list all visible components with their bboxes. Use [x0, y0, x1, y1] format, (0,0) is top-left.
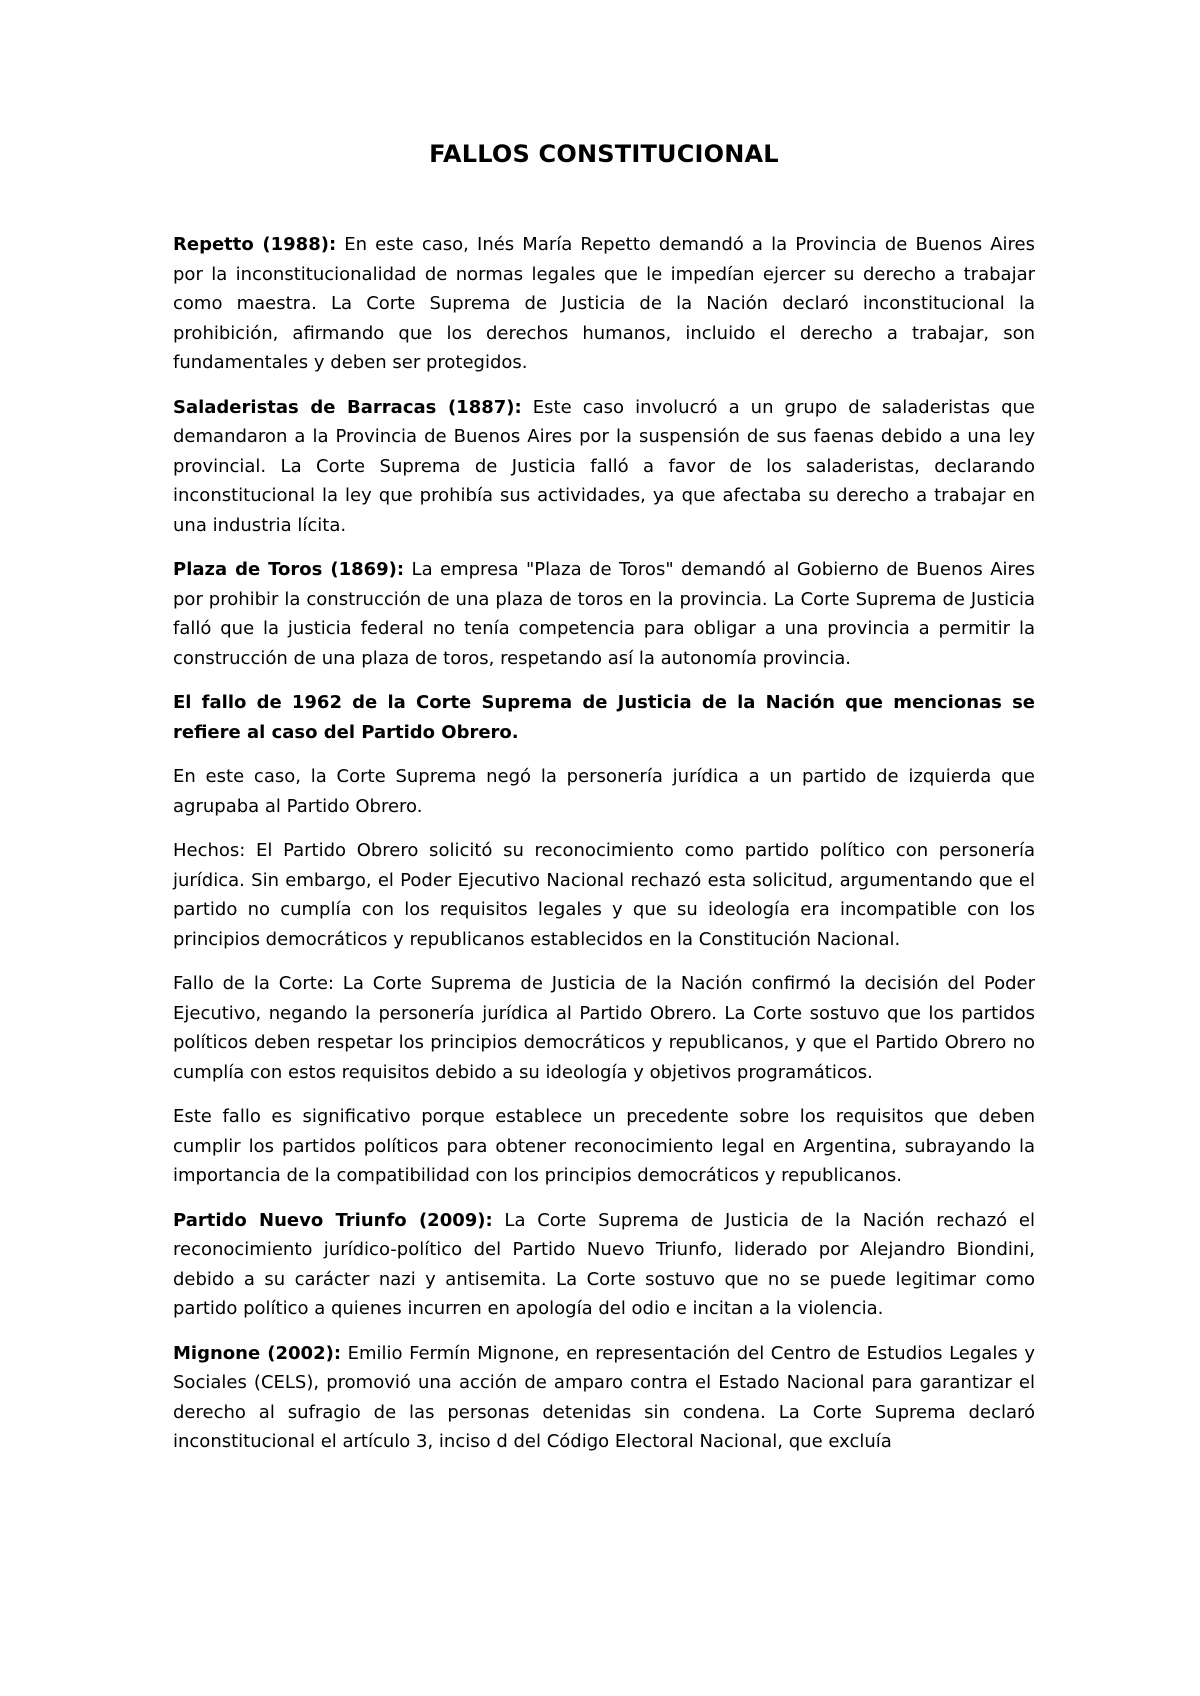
paragraph-text: Emilio Fermín Mignone, en representación del Centro de Estudios Legales y Sociales (CELS), promovió una acción de amparo contra el Estado Nacional para garantizar el derecho al sufragio de las personas detenidas sin condena. La Corte Suprema declaró inconstitucional el artículo 3, inciso d del Código Electoral Nacional, que excluía: [173, 1342, 1035, 1452]
paragraph-text: Hechos: El Partido Obrero solicitó su reconocimiento como partido político con personería jurídica. Sin embargo, el Poder Ejecutivo Nacional rechazó esta solicitud, argumentando que el partido no cumplía con los requisitos legales y que su ideología era incompatible con los principios democráticos y republicanos establecidos en la Constitución Nacional.: [173, 840, 1035, 950]
document-page: [173, 140, 1035, 1472]
paragraph-nuevo-triunfo: [173, 1206, 1035, 1324]
document-title: FALLOS CONSTITUCIONAL: [429, 140, 779, 168]
paragraph-lead: Partido Nuevo Triunfo (2009):: [173, 1209, 493, 1231]
paragraph-text: Este caso involucró a un grupo de saladeristas que demandaron a la Provincia de Buenos Aires por la suspensión de sus faenas debido a una ley provincial. La Corte Suprema de Justicia falló a favor de los saladeristas, declarando inconstitucional la ley que prohibía sus actividades, ya que afectaba su derecho a trabajar en una industria lícita.: [173, 396, 1035, 536]
paragraph-text: En este caso, la Corte Suprema negó la personería jurídica a un partido de izquierda que agrupaba al Partido Obrero.: [173, 766, 1035, 817]
paragraph-lead: Saladeristas de Barracas (1887):: [173, 396, 522, 418]
paragraph-mignone: [173, 1339, 1035, 1457]
paragraph-text: La Corte Suprema de Justicia de la Nación rechazó el reconocimiento jurídico-político del Partido Nuevo Triunfo, liderado por Alejandro Biondini, debido a su carácter nazi y antisemita. La Corte sostuvo que no se puede legitimar como partido político a quienes incurren en apología del odio e incitan a la violencia.: [173, 1209, 1035, 1319]
paragraph-caso-intro: [173, 762, 1035, 821]
paragraph-text: La empresa "Plaza de Toros" demandó al Gobierno de Buenos Aires por prohibir la construcción de una plaza de toros en la provincia. La Corte Suprema de Justicia falló que la justicia federal no tenía competencia para obligar a una provincia a permitir la construcción de una plaza de toros, respetando así la autonomía provincia.: [173, 559, 1035, 669]
paragraph-lead: Plaza de Toros (1869):: [173, 559, 405, 580]
paragraph-plaza-de-toros: [173, 555, 1035, 673]
paragraph-repetto: [173, 230, 1035, 378]
paragraph-lead: El fallo de 1962 de la Corte Suprema de Justicia de la Nación que mencionas se refiere al caso del Partido Obrero.: [173, 692, 1035, 743]
paragraph-hechos: [173, 836, 1035, 954]
paragraph-text: Fallo de la Corte: La Corte Suprema de Justicia de la Nación confirmó la decisión del Poder Ejecutivo, negando la personería jurídica al Partido Obrero. La Corte sostuvo que los partidos políticos deben respetar los principios democráticos y republicanos, y que el Partido Obrero no cumplía con estos requisitos debido a su ideología y objetivos programáticos.: [173, 973, 1035, 1083]
paragraph-saladeristas: [173, 393, 1035, 541]
paragraph-lead: Repetto (1988):: [173, 234, 337, 255]
paragraph-lead: Mignone (2002):: [173, 1342, 342, 1364]
paragraph-fallo-1962-heading: [173, 688, 1035, 747]
paragraph-text: Este fallo es significativo porque establece un precedente sobre los requisitos que deben cumplir los partidos políticos para obtener reconocimiento legal en Argentina, subrayando la importancia de la compatibilidad con los principios democráticos y republicanos.: [173, 1106, 1035, 1186]
paragraph-fallo-de-la-corte: [173, 969, 1035, 1087]
paragraph-text: En este caso, Inés María Repetto demandó a la Provincia de Buenos Aires por la inconstitucionalidad de normas legales que le impedían ejercer su derecho a trabajar como maestra. La Corte Suprema de Justicia de la Nación declaró inconstitucional la prohibición, afirmando que los derechos humanos, incluido el derecho a trabajar, son fundamentales y deben ser protegidos.: [173, 234, 1035, 373]
paragraph-significado: [173, 1102, 1035, 1191]
